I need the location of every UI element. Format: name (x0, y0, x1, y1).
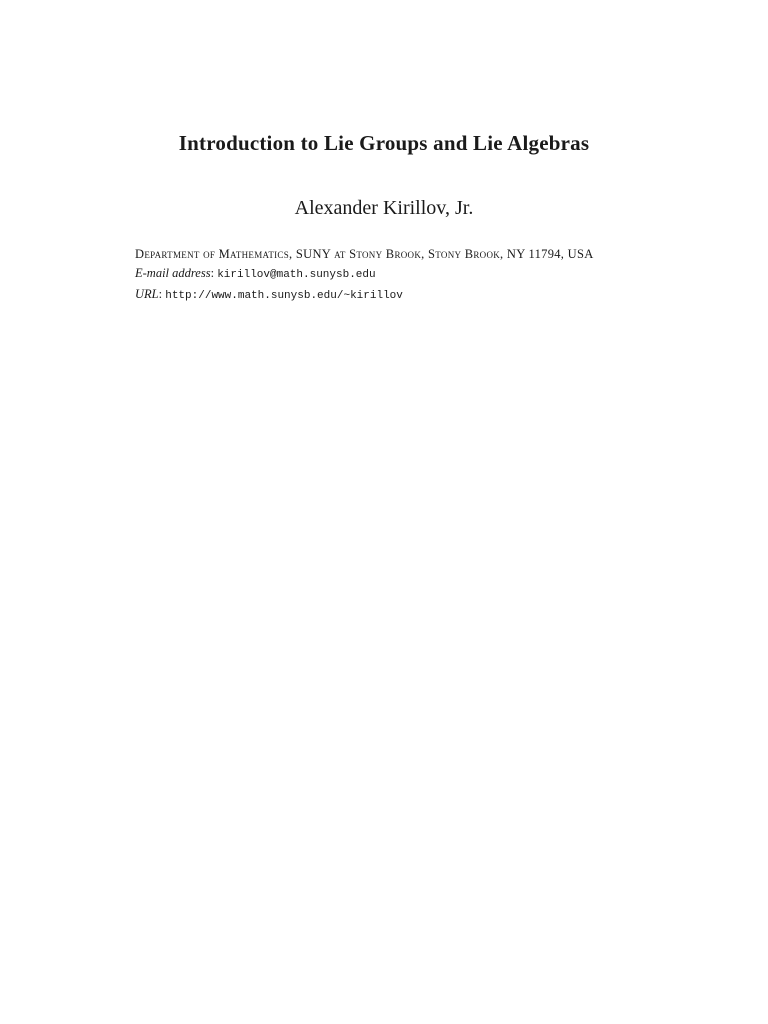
url-label: URL (135, 287, 159, 301)
author-name: Alexander Kirillov, Jr. (294, 197, 474, 219)
email-separator: : (210, 266, 215, 280)
url-separator: : (158, 287, 163, 301)
email-address[interactable]: kirillov@math.sunysb.edu (217, 269, 376, 281)
homepage-url[interactable]: http://www.math.sunysb.edu/~kirillov (165, 290, 403, 302)
url-line (135, 286, 661, 304)
document-title: Introduction to Lie Groups and Lie Algebras (178, 131, 590, 155)
affiliation: Department of Mathematics, SUNY at Stony Brook, Stony Brook, NY 11794, USA (135, 247, 594, 261)
author-address-block (113, 246, 661, 304)
email-line (135, 265, 661, 283)
email-label: E-mail address (135, 266, 211, 280)
